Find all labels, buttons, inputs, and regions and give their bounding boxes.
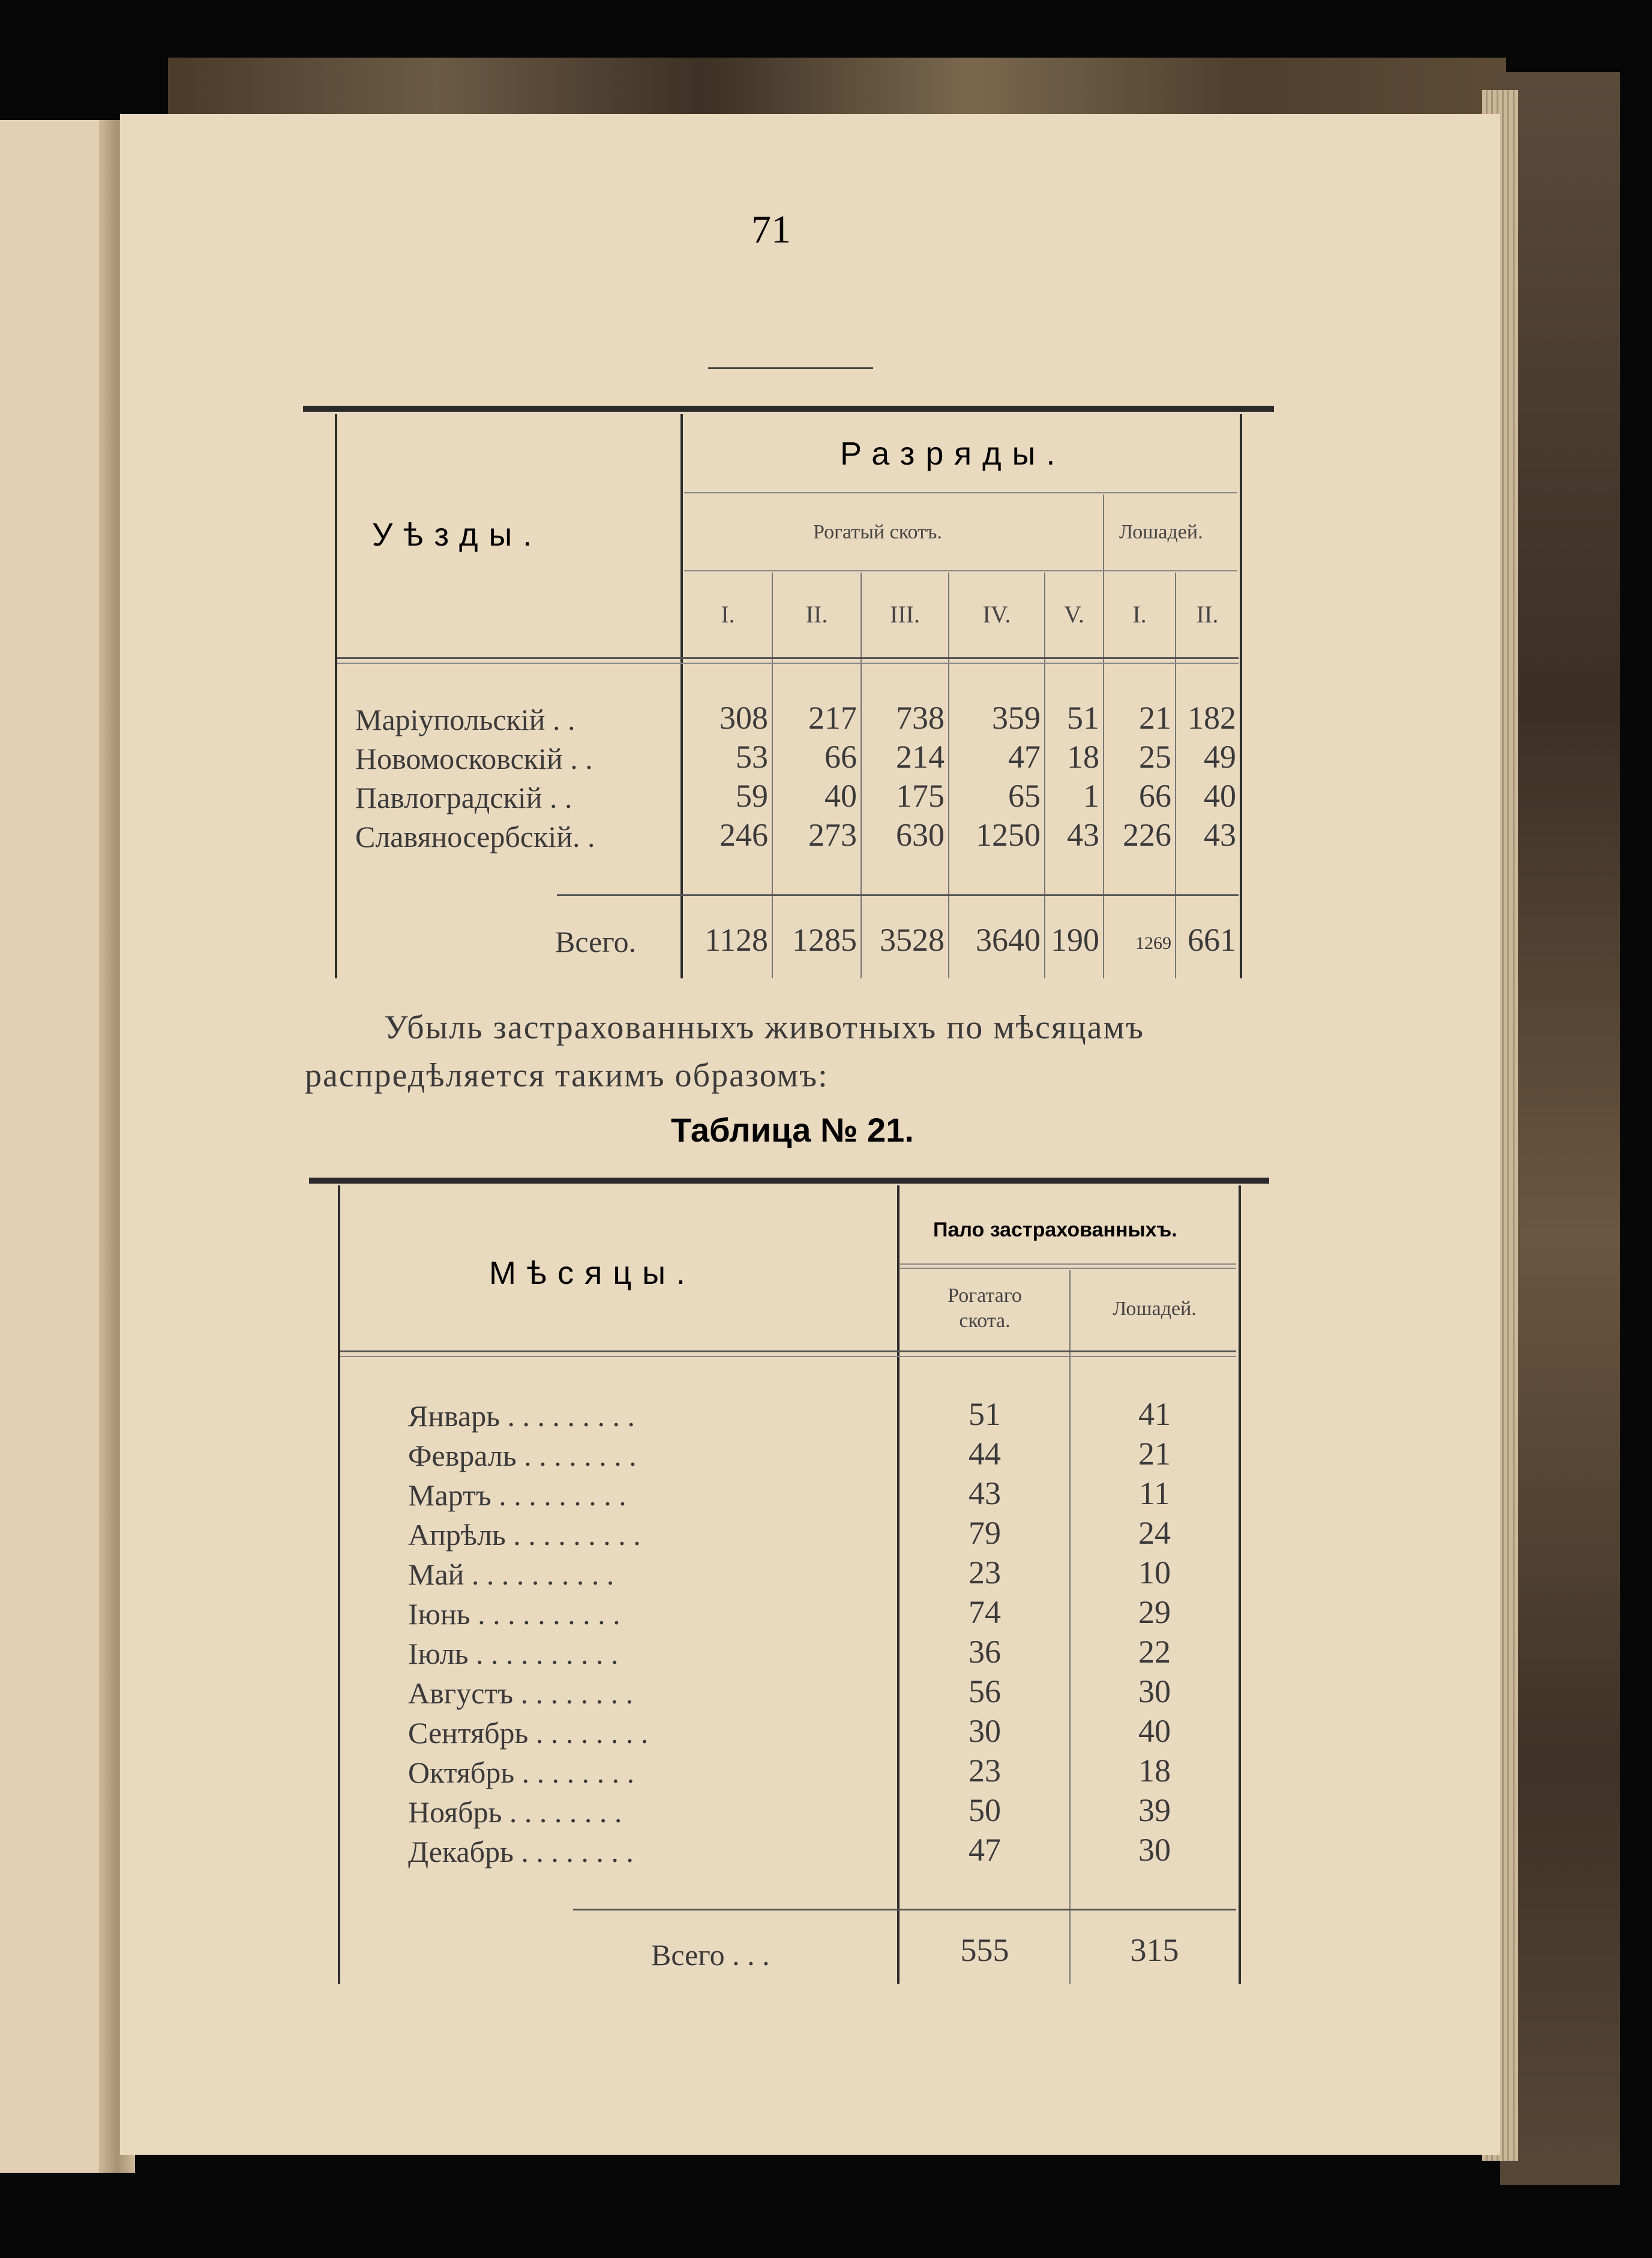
horses-cell: 10 [1138,1555,1171,1591]
value-cell: 59 [736,778,768,814]
total-cell: 661 [1188,922,1236,958]
value-cell: 1 [1083,778,1099,814]
table-left-border [338,1185,340,1984]
subheader-rule [684,570,1237,571]
month-name: Ноябрь . . . . . . . . [408,1795,622,1829]
value-cell: 1250 [976,817,1041,853]
totals-rule [557,894,1239,896]
value-cell: 273 [808,817,857,853]
group-divider [1103,495,1104,978]
value-cell: 308 [719,700,768,736]
value-cell: 182 [1188,700,1236,736]
value-cell: 630 [896,817,945,853]
left-page [0,120,114,2173]
table-right-border [1240,414,1242,978]
table-right-border [1239,1185,1241,1984]
class-i-header: I. [721,601,735,628]
value-cell: 359 [992,700,1041,736]
value-cell: 738 [896,700,945,736]
table-left-border [335,414,337,978]
col-divider-3 [948,573,949,978]
horses-cell: 24 [1138,1515,1171,1551]
horses-cell: 22 [1138,1634,1171,1670]
class-v-header: V. [1064,601,1084,628]
header-rule-2 [900,1268,1236,1269]
cattle-cell: 47 [969,1832,1001,1868]
horses-cell: 11 [1139,1475,1170,1511]
cattle-cell: 79 [969,1515,1001,1551]
header-bottom-rule-2 [337,663,1239,664]
cattle-cell: 50 [969,1792,1001,1828]
header-bottom-rule [340,1350,1236,1352]
month-name: Октябрь . . . . . . . . [408,1756,635,1789]
header-rule [684,492,1237,493]
horses-header: Лошадей. [1119,521,1203,543]
value-cell: 65 [1008,778,1041,814]
month-name: Апрѣль . . . . . . . . . [408,1518,641,1552]
categories-header: Разряды. [840,436,1066,472]
col-divider-1 [772,573,773,978]
table-top-rule [309,1178,1269,1184]
horses-cell: 30 [1138,1832,1171,1868]
horse-class-i-header: I. [1132,601,1147,628]
table-divider [897,1185,900,1984]
totals-rule [573,1909,1236,1910]
cattle-header-line-2: скота. [959,1310,1011,1332]
month-name: Іюль . . . . . . . . . . [408,1637,619,1670]
value-cell: 43 [1204,817,1236,853]
class-iv-header: IV. [982,601,1011,628]
value-cell: 49 [1204,739,1236,775]
total-label: Всего. [555,925,637,959]
cattle-header: Рогатый скотъ. [813,521,942,543]
cattle-cell: 30 [969,1713,1001,1749]
fallen-header: Пало застрахованныхъ. [933,1218,1177,1241]
class-ii-header: II. [805,601,828,628]
value-cell: 66 [824,739,857,775]
value-cell: 47 [1008,739,1041,775]
horses-cell: 29 [1138,1594,1171,1630]
table-caption: Таблица № 21. [671,1111,914,1149]
total-cell: 3640 [976,922,1041,958]
total-cell: 3528 [880,922,945,958]
month-name: Августъ . . . . . . . . [408,1676,634,1710]
months-header: Мѣсяцы. [489,1255,697,1291]
paragraph-line-1: Убыль застрахованныхъ животныхъ по мѣсяцамъ [384,1009,1144,1046]
value-cell: 40 [1204,778,1236,814]
header-rule [900,1263,1236,1265]
total-cattle-cell: 555 [960,1932,1009,1968]
month-name: Январь . . . . . . . . . [408,1399,635,1433]
cattle-cell: 44 [969,1436,1001,1472]
month-name: Декабрь . . . . . . . . [408,1835,634,1868]
cattle-cell: 74 [969,1594,1001,1630]
value-cell: 53 [736,739,768,775]
value-cell: 246 [719,817,768,853]
district-name: Новомосковскій . . [355,742,593,775]
value-cell: 25 [1139,739,1171,775]
horses-cell: 39 [1138,1792,1171,1828]
value-cell: 66 [1139,778,1171,814]
cattle-cell: 43 [969,1475,1001,1511]
horses-cell: 41 [1138,1396,1171,1432]
table-top-rule [303,406,1274,412]
page-number: 71 [751,208,791,251]
value-cell: 175 [896,778,945,814]
value-cell: 40 [824,778,857,814]
month-name: Май . . . . . . . . . . [408,1558,614,1591]
paragraph-line-2: распредѣляется такимъ образомъ: [305,1057,829,1094]
total-cell: 1285 [792,922,857,958]
value-cell: 18 [1067,739,1099,775]
month-name: Сентябрь . . . . . . . . [408,1716,649,1750]
district-name: Маріупольскій . . [355,703,575,736]
total-cell: 1269 [1135,933,1171,953]
total-label: Всего . . . [651,1938,770,1972]
value-cell: 214 [896,739,945,775]
header-bottom-rule-2 [340,1356,1236,1357]
cattle-cell: 23 [969,1555,1001,1591]
col-divider-6 [1175,573,1176,978]
book-cover-edge [1500,72,1620,2185]
horses-cell: 18 [1138,1753,1171,1789]
horses-cell: 30 [1138,1673,1171,1709]
col-divider-2 [861,573,862,978]
table-divider [680,414,683,978]
horse-class-ii-header: II. [1196,601,1219,628]
cattle-cell: 51 [969,1396,1001,1432]
cattle-cell: 36 [969,1634,1001,1670]
total-cell: 190 [1051,922,1099,958]
district-header: Уѣзды. [372,517,543,553]
month-name: Мартъ . . . . . . . . . [408,1478,626,1512]
horses-cell: 40 [1138,1713,1171,1749]
value-cell: 43 [1067,817,1099,853]
month-name: Іюнь . . . . . . . . . . [408,1597,620,1631]
value-cell: 217 [808,700,857,736]
value-cell: 51 [1067,700,1099,736]
cattle-cell: 23 [969,1753,1001,1789]
horses-header: Лошадей. [1113,1298,1197,1320]
cattle-cell: 56 [969,1673,1001,1709]
district-name: Славяносербскій. . [355,820,595,854]
col-divider-4 [1044,573,1045,978]
total-horses-cell: 315 [1130,1932,1179,1968]
cattle-header-line-1: Рогатаго [948,1284,1022,1307]
total-cell: 1128 [704,922,768,958]
header-bottom-rule [337,657,1239,659]
value-cell: 21 [1139,700,1171,736]
class-iii-header: III. [890,601,920,628]
value-cell: 226 [1123,817,1171,853]
page-number-rule [708,367,873,369]
horses-cell: 21 [1138,1436,1171,1472]
district-name: Павлоградскій . . [355,781,572,814]
month-name: Февраль . . . . . . . . [408,1439,637,1472]
